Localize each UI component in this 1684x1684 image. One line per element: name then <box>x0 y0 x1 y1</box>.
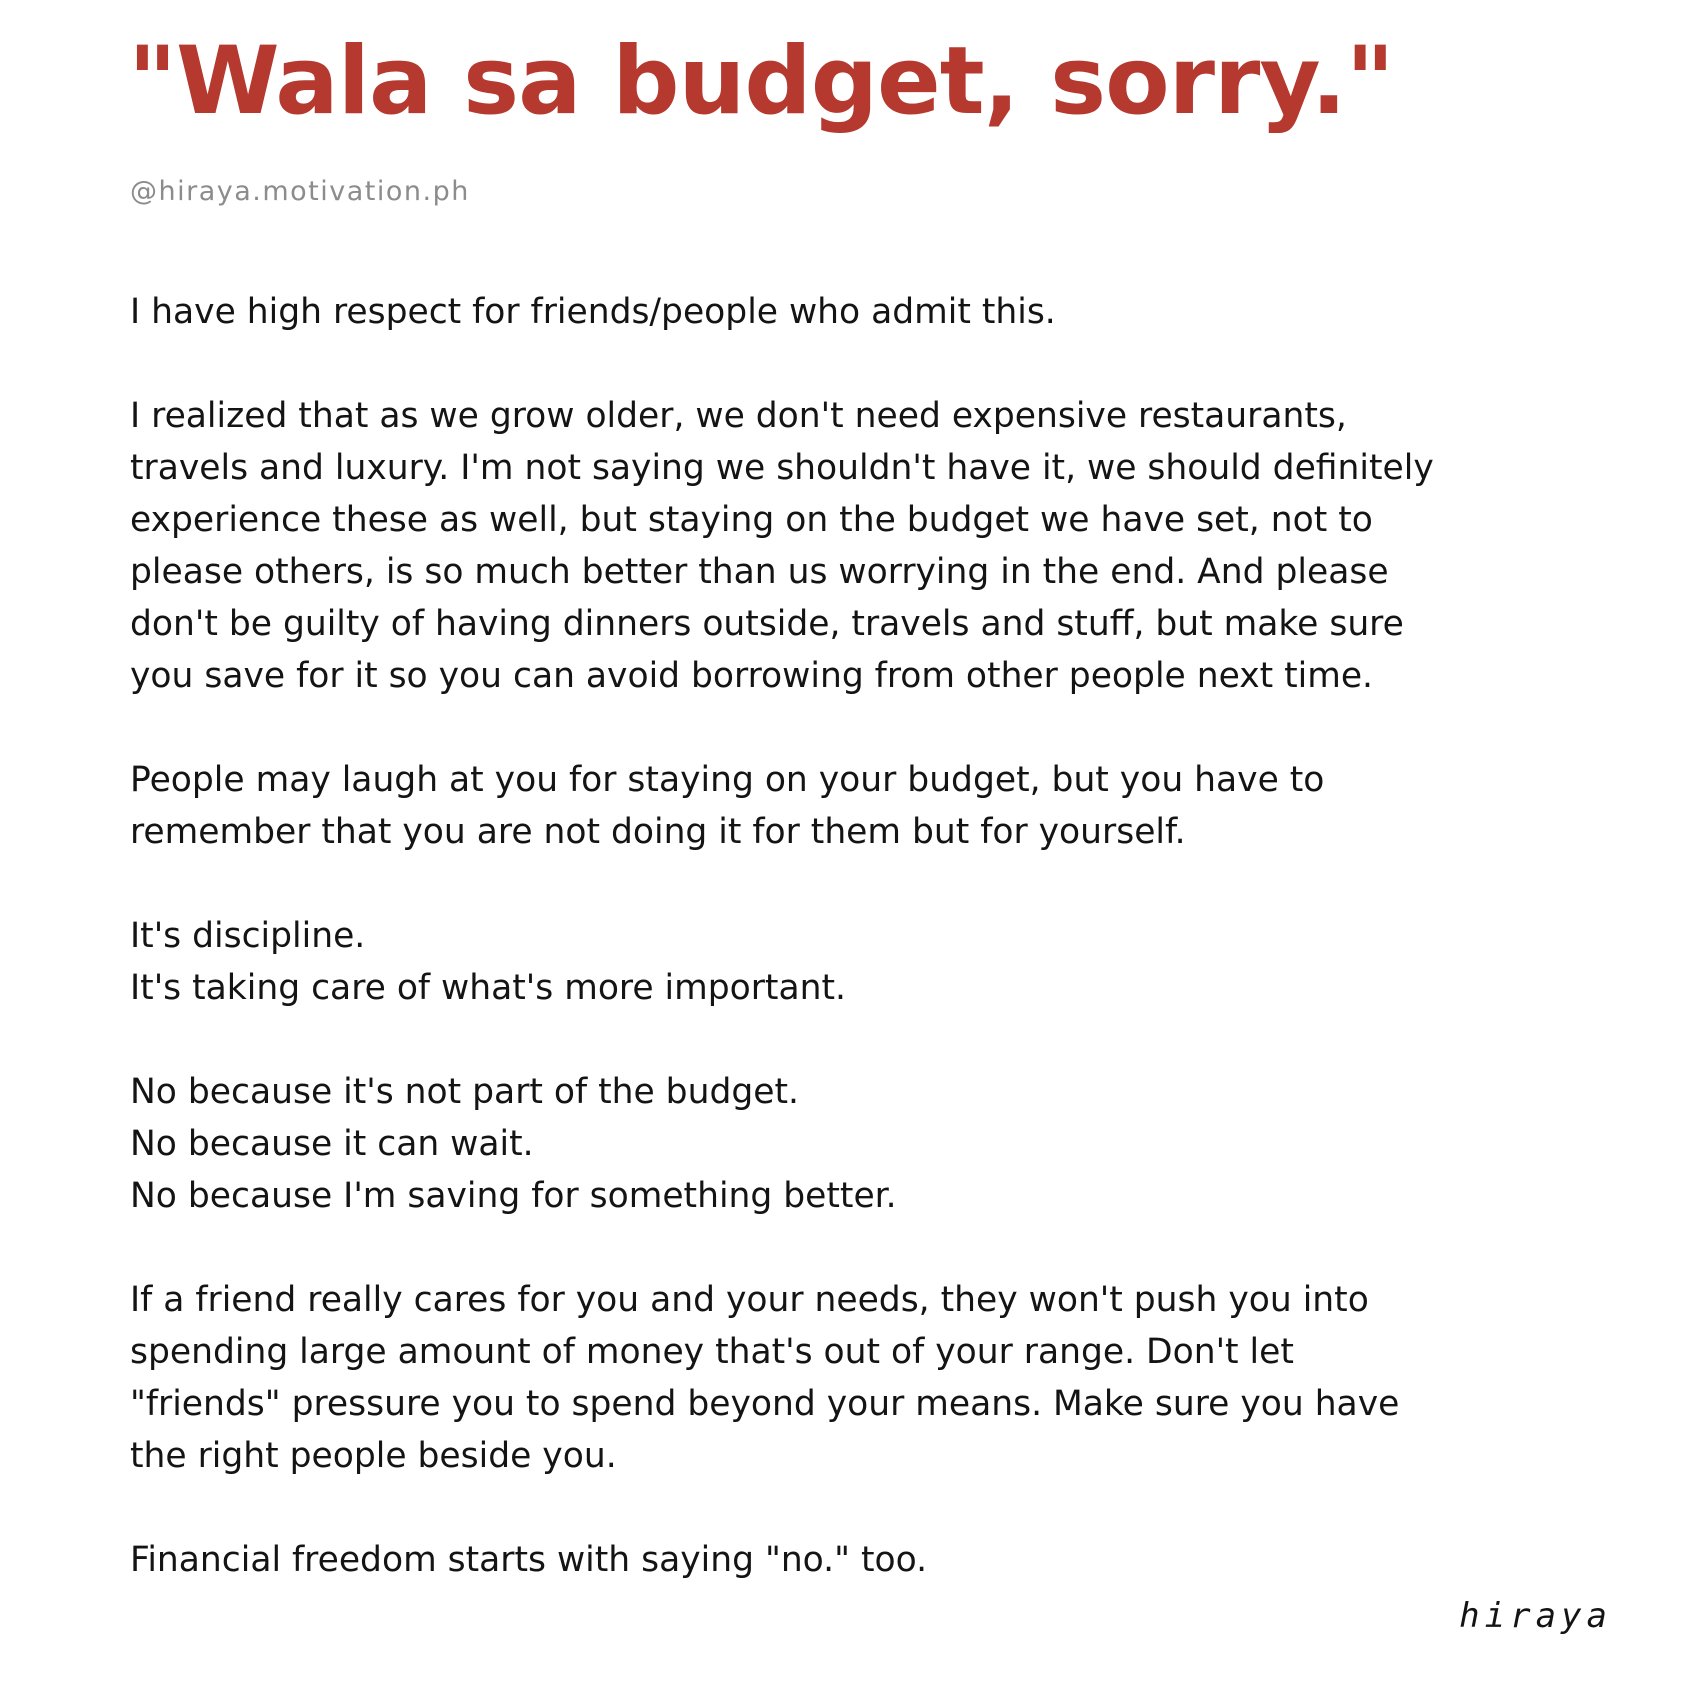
text-line: travels and luxury. I'm not saying we shouldn't have it, we should definitely <box>130 448 1434 488</box>
paragraph <box>130 1066 1570 1222</box>
text-line: People may laugh at you for staying on your budget, but you have to <box>130 760 1325 800</box>
text-line: spending large amount of money that's out of your range. Don't let <box>130 1332 1294 1372</box>
text-line: No because it can wait. <box>130 1124 534 1164</box>
text-line: It's taking care of what's more important. <box>130 968 846 1008</box>
text-line: If a friend really cares for you and your needs, they won't push you into <box>130 1280 1369 1320</box>
paragraph <box>130 1274 1570 1482</box>
paragraph <box>130 910 1570 1014</box>
text-line: remember that you are not doing it for them but for yourself. <box>130 812 1186 852</box>
text-line: you save for it so you can avoid borrowing from other people next time. <box>130 656 1374 696</box>
text-line: It's discipline. <box>130 916 366 956</box>
text-line: please others, is so much better than us worrying in the end. And please <box>130 552 1389 592</box>
text-line: Financial freedom starts with saying "no." too. <box>130 1540 928 1580</box>
brand-signature: hiraya <box>1459 1596 1612 1636</box>
paragraph <box>130 1534 1570 1586</box>
text-line: I have high respect for friends/people who admit this. <box>130 292 1056 332</box>
text-line: experience these as well, but staying on the budget we have set, not to <box>130 500 1373 540</box>
text-line: No because it's not part of the budget. <box>130 1072 799 1112</box>
text-line: "friends" pressure you to spend beyond your means. Make sure you have <box>130 1384 1400 1424</box>
text-line: the right people beside you. <box>130 1436 617 1476</box>
author-handle: @hiraya.motivation.ph <box>130 176 470 207</box>
post-body <box>130 286 1570 1586</box>
text-line: don't be guilty of having dinners outside, travels and stuff, but make sure <box>130 604 1404 644</box>
paragraph <box>130 754 1570 858</box>
paragraph <box>130 286 1570 338</box>
post-title: "Wala sa budget, sorry." <box>128 27 1394 136</box>
text-line: I realized that as we grow older, we don't need expensive restaurants, <box>130 396 1347 436</box>
paragraph <box>130 390 1570 702</box>
text-line: No because I'm saving for something better. <box>130 1176 897 1216</box>
